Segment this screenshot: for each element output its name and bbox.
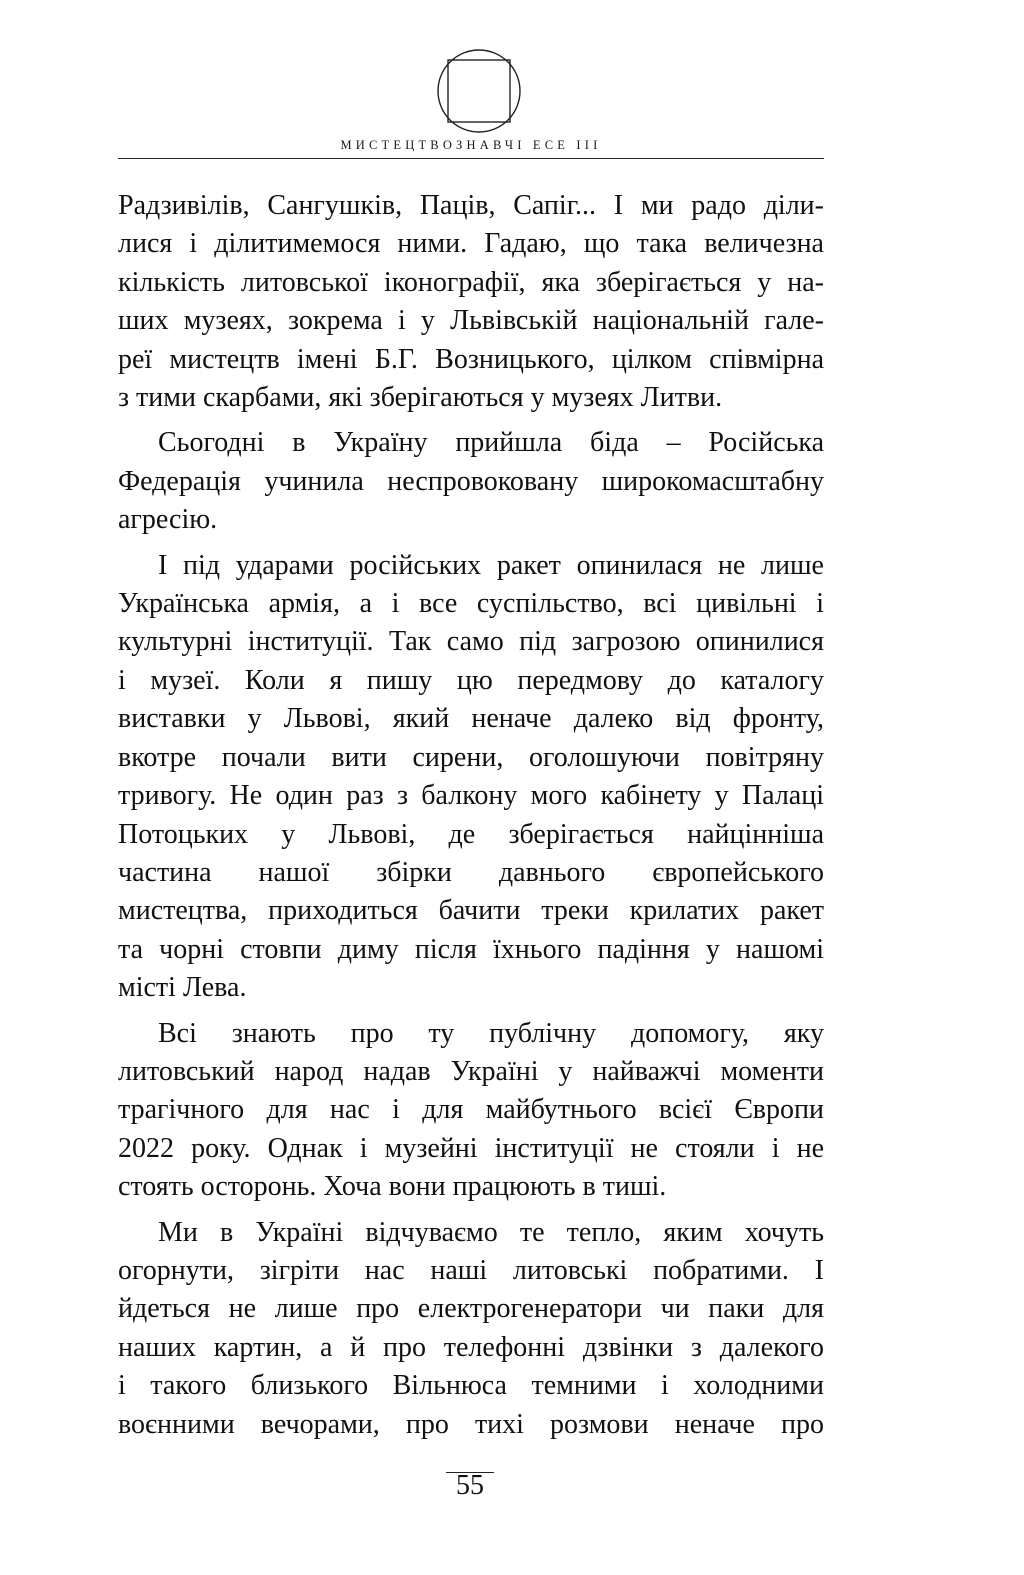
text-line: 2022 року. Однак і музейні інституції не стояли і не bbox=[118, 1132, 824, 1164]
text-line: виставки у Львові, який неначе далеко від фронту, bbox=[118, 703, 824, 735]
text-line: наших картин, а й про телефонні дзвінки з далекого bbox=[118, 1331, 824, 1363]
text-line: Ми в Україні відчуваємо те тепло, яким хочуть bbox=[158, 1216, 824, 1248]
text-line: мистецтва, приходиться бачити треки крилатих ракет bbox=[118, 895, 824, 927]
text-line: з тими скарбами, які зберігаються у музеях Литви. bbox=[118, 382, 723, 414]
page-number: 55 bbox=[456, 1470, 484, 1501]
text-line: кількість литовської іконографії, яка зберігається у на- bbox=[118, 266, 824, 298]
header-rule bbox=[118, 158, 824, 159]
text-line: і музеї. Коли я пишу цю передмову до каталогу bbox=[118, 664, 824, 696]
text-line: лися і ділитимемося ними. Гадаю, що така величезна bbox=[118, 228, 824, 260]
body-text bbox=[118, 187, 824, 1444]
text-line: Потоцьких у Львові, де зберігається найцінніша bbox=[118, 818, 824, 850]
paragraph-2 bbox=[118, 424, 824, 539]
text-line: вкотре почали вити сирени, оголошуючи повітряну bbox=[118, 741, 824, 773]
text-line: тривогу. Не один раз з балкону мого кабінету у Палаці bbox=[118, 780, 824, 812]
text-line: Всі знають про ту публічну допомогу, яку bbox=[158, 1017, 824, 1049]
text-line: трагічного для нас і для майбутнього всієї Європи bbox=[118, 1094, 824, 1126]
text-line: йдеться не лише про електрогенератори чи паки для bbox=[118, 1293, 824, 1325]
text-line: культурні інституції. Так само під загрозою опинилися bbox=[118, 626, 824, 658]
text-line: місті Лева. bbox=[118, 972, 247, 1004]
text-line: Українська армія, а і все суспільство, всі цивільні і bbox=[118, 588, 824, 620]
text-line: ших музеях, зокрема і у Львівській національній гале- bbox=[118, 305, 824, 337]
text-line: Федерація учинила неспровоковану широкомасштабну bbox=[118, 465, 824, 497]
text-line: стоять осторонь. Хоча вони працюють в тиші. bbox=[118, 1171, 667, 1203]
running-header-title: МИСТЕЦТВОЗНАВЧІ ЕСЕ ІІІ bbox=[340, 138, 602, 152]
paragraph-1 bbox=[118, 187, 824, 417]
text-line: та чорні стовпи диму після їхнього падіння у нашомі bbox=[118, 933, 824, 965]
text-line: і такого близького Вільнюса темними і холодними bbox=[118, 1370, 824, 1402]
circle-square-emblem-icon bbox=[436, 48, 522, 134]
text-line: воєнними вечорами, про тихі розмови неначе про bbox=[118, 1408, 824, 1440]
text-line: реї мистецтв імені Б.Г. Возницького, цілком співмірна bbox=[118, 343, 824, 375]
paragraph-3 bbox=[118, 547, 824, 1008]
text-line: агресію. bbox=[118, 504, 218, 536]
text-line: частина нашої збірки давнього європейського bbox=[118, 856, 824, 888]
paragraph-5 bbox=[118, 1214, 824, 1444]
text-line: огорнути, зігріти нас наші литовські побратими. І bbox=[118, 1254, 824, 1286]
text-line: литовський народ надав Україні у найважчі моменти bbox=[118, 1055, 824, 1087]
paragraph-4 bbox=[118, 1015, 824, 1207]
text-line: Сьогодні в Україну прийшла біда – Російська bbox=[158, 427, 824, 459]
text-line: Радзивілів, Сангушків, Паців, Сапіг... І ми радо діли- bbox=[118, 190, 824, 221]
text-line: І під ударами російських ракет опинилася не лише bbox=[158, 549, 824, 581]
